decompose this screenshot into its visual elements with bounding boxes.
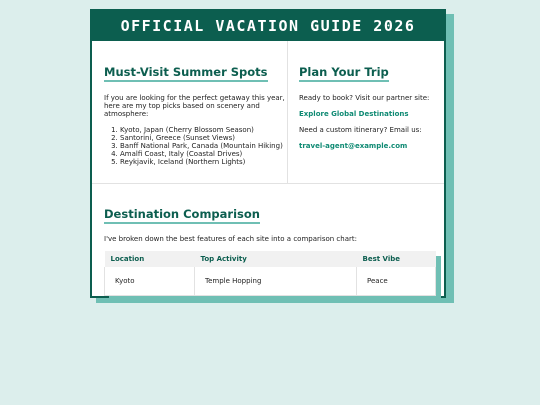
list-item: 1. Kyoto, Japan (Cherry Blossom Season) [120,126,287,134]
guide-title: OFFICIAL VACATION GUIDE 2026 [92,11,444,41]
book-text: Ready to book? Visit our partner site: [299,94,430,102]
comparison-section [92,184,444,296]
comparison-table [104,251,436,296]
table-cell: Temple Hopping [195,267,357,296]
plan-section [288,41,444,183]
custom-itinerary-text: Need a custom itinerary? Email us: [299,126,422,134]
table-cell: Kyoto [105,267,195,296]
table-cell: Peace [357,267,436,296]
column-header-location: Location [110,255,145,263]
column-header-top-activity: Top Activity [200,255,247,263]
spots-list [104,126,287,166]
list-item: 2. Santorini, Greece (Sunset Views) [120,134,287,142]
guide-card [90,9,446,298]
comparison-heading: Destination Comparison [104,207,260,224]
partner-link[interactable]: Explore Global Destinations [299,110,409,118]
top-row [92,41,444,184]
comparison-table-wrap [104,251,436,296]
comparison-intro: I've broken down the best features of each site into a comparison chart: [104,235,357,243]
table-row [105,267,436,296]
list-item: 5. Reykjavik, Iceland (Northern Lights) [120,158,287,166]
list-item: 4. Amalfi Coast, Italy (Coastal Drives) [120,150,287,158]
table-header-row [105,251,436,267]
email-link[interactable]: travel-agent@example.com [299,142,408,150]
list-item: 3. Banff National Park, Canada (Mountain Hiking) [120,142,287,150]
column-header-best-vibe: Best Vibe [362,255,400,263]
spots-section [92,41,288,183]
spots-intro: If you are looking for the perfect getaway this year, here are my top picks based on scenery and atmosphere: [104,94,285,118]
plan-heading: Plan Your Trip [299,65,389,82]
spots-heading: Must-Visit Summer Spots [104,65,268,82]
